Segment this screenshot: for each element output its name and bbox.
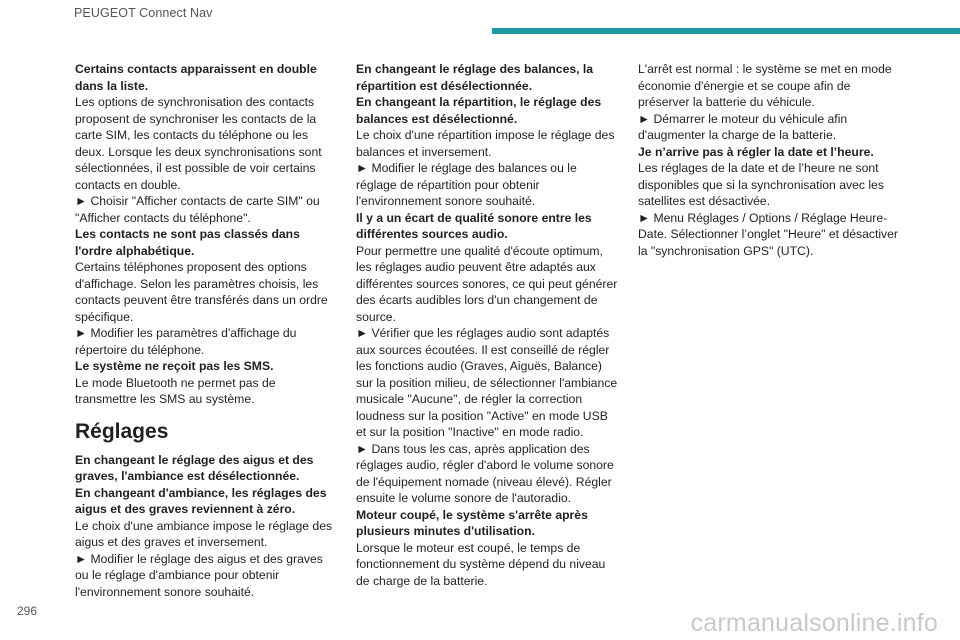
instruction-step: ► Démarrer le moteur du véhicule afin d'augmenter la charge de la batterie. — [638, 111, 848, 142]
question-heading: Il y a un écart de qualité sonore entre les différentes sources audio. — [356, 210, 592, 241]
column-3 — [638, 61, 900, 259]
question-heading: Je n’arrive pas à régler la date et l’heure. — [638, 144, 874, 159]
instruction-step: ► Dans tous les cas, après application des réglages audio, régler d'abord le volume sonore de l'équipement nomade (niveau élevé). Régler ensuite le volume sonore de l'autoradio. — [356, 441, 614, 505]
body-paragraph: Certains téléphones proposent des options d'affichage. Selon les paramètres choisis, les contacts peuvent être transférés dans un ordre spécifique. — [75, 260, 328, 324]
body-paragraph: Les réglages de la date et de l’heure ne sont disponibles que si la synchronisation avec les satellites est désactivée. — [638, 161, 884, 208]
watermark-logo: carmanualsonline.info — [690, 609, 938, 637]
body-paragraph: Le mode Bluetooth ne permet pas de transmettre les SMS au système. — [75, 375, 276, 406]
instruction-step: ► Menu Réglages / Options / Réglage Heure-Date. Sélectionner l’onglet "Heure" et désactiver la "synchronisation GPS" (UTC). — [638, 210, 898, 258]
section-heading: Réglages — [75, 419, 169, 443]
instruction-step: ► Modifier le réglage des aigus et des graves ou le réglage d'ambiance pour obtenir l'environnement sonore souhaité. — [75, 551, 323, 599]
running-header-title: PEUGEOT Connect Nav — [74, 6, 213, 20]
body-paragraph: L'arrêt est normal : le système se met en mode économie d'énergie et se coupe afin de préserver la batterie du véhicule. — [638, 62, 892, 109]
question-heading: En changeant le réglage des aigus et des graves, l'ambiance est désélectionnée. — [75, 452, 314, 483]
question-heading: Le système ne reçoit pas les SMS. — [75, 359, 274, 373]
question-heading: En changeant d'ambiance, les réglages des aigus et des graves reviennent à zéro. — [75, 485, 327, 516]
body-paragraph: Pour permettre une qualité d'écoute optimum, les réglages audio peuvent être adaptés aux différentes sources sonores, ce qui peut générer des écarts audibles lors d'un changement de source. — [356, 243, 618, 324]
instruction-step: ► Vérifier que les réglages audio sont adaptés aux sources écoutées. Il est conseillé de régler les fonctions audio (Graves, Aiguës, Balance) sur la position milieu, de sélectionner l'ambiance musicale "Aucune", de régler la correction loudness sur la position "Active" en mode USB et sur la position "Inactive" en mode radio. — [356, 326, 618, 439]
body-paragraph: Les options de synchronisation des contacts proposent de synchroniser les contacts de la carte SIM, les contacts du téléphone ou les deux. Lorsque les deux synchronisations sont sélectionnées, il est possible de voir certains contacts en double. — [75, 95, 322, 192]
instruction-step: ► Modifier le réglage des balances ou le réglage de répartition pour obtenir l'environnement sonore souhaité. — [356, 161, 577, 208]
question-heading: En changeant la répartition, le réglage des balances est désélectionné. — [356, 95, 602, 126]
page-number: 296 — [17, 604, 38, 618]
question-heading: Certains contacts apparaissent en double dans la liste. — [75, 62, 317, 93]
instruction-step: ► Choisir "Afficher contacts de carte SIM" ou "Afficher contacts du téléphone". — [75, 194, 320, 225]
column-1 — [75, 61, 337, 600]
header-accent-bar — [492, 28, 960, 34]
question-heading: Moteur coupé, le système s'arrête après plusieurs minutes d'utilisation. — [356, 507, 588, 538]
question-heading: Les contacts ne sont pas classés dans l'ordre alphabétique. — [75, 227, 300, 258]
body-paragraph: Le choix d'une répartition impose le réglage des balances et inversement. — [356, 128, 615, 159]
instruction-step: ► Modifier les paramètres d'affichage du répertoire du téléphone. — [75, 326, 297, 357]
body-paragraph: Lorsque le moteur est coupé, le temps de fonctionnement du système dépend du niveau de charge de la batterie. — [356, 540, 606, 588]
question-heading: En changeant le réglage des balances, la répartition est désélectionnée. — [356, 62, 594, 93]
body-paragraph: Le choix d'une ambiance impose le réglage des aigus et des graves et inversement. — [75, 518, 333, 549]
column-2 — [356, 61, 618, 589]
